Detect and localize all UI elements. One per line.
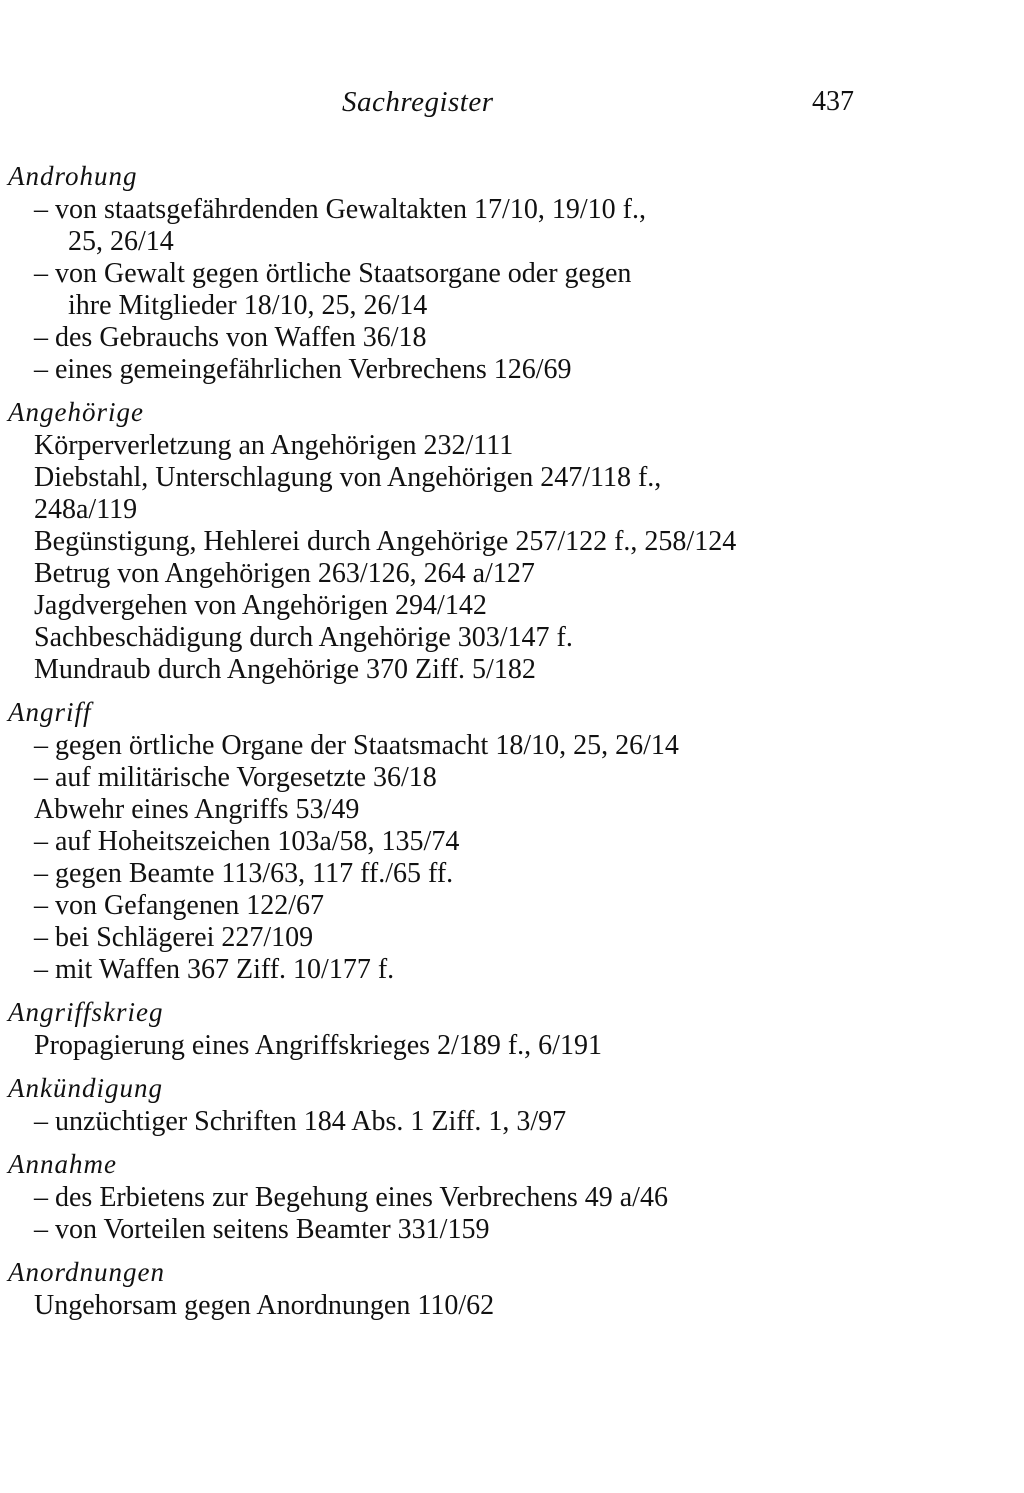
index-subentry: Abwehr eines Angriffs 53/49 [34, 794, 360, 825]
running-title: Sachregister [342, 86, 494, 118]
index-subentry: Begünstigung, Hehlerei durch Angehörige 257/122 f., 258/124 [34, 526, 737, 557]
index-subentry-continuation: 25, 26/14 [68, 226, 174, 257]
index-subentry-continuation: ihre Mitglieder 18/10, 25, 26/14 [68, 290, 428, 321]
index-keyword: Angriffskrieg [8, 997, 164, 1027]
index-entry [8, 1148, 1008, 1246]
index-keyword: Annahme [8, 1149, 117, 1179]
index-subentry: – auf militärische Vorgesetzte 36/18 [34, 762, 437, 793]
index-subentry: – mit Waffen 367 Ziff. 10/177 f. [34, 954, 395, 985]
index-entry [8, 996, 1008, 1062]
index-subentry: – gegen örtliche Organe der Staatsmacht 18/10, 25, 26/14 [34, 730, 679, 761]
index-entry [8, 160, 1008, 386]
index-subentry: – unzüchtiger Schriften 184 Abs. 1 Ziff. 1, 3/97 [34, 1106, 567, 1137]
index-subentry: Betrug von Angehörigen 263/126, 264 a/127 [34, 558, 535, 589]
index-subentry: – gegen Beamte 113/63, 117 ff./65 ff. [34, 858, 454, 889]
index-subentry: – des Gebrauchs von Waffen 36/18 [34, 322, 427, 353]
index-list [8, 160, 1008, 1322]
index-subentry: – von Gefangenen 122/67 [34, 890, 325, 921]
index-subentry: Jagdvergehen von Angehörigen 294/142 [34, 590, 487, 621]
index-subentry: – von staatsgefährdenden Gewaltakten 17/10, 19/10 f., [34, 194, 646, 225]
index-subentry: – von Vorteilen seitens Beamter 331/159 [34, 1214, 490, 1245]
index-subentry: Propagierung eines Angriffskrieges 2/189 f., 6/191 [34, 1030, 602, 1061]
index-keyword: Angriff [8, 697, 92, 727]
page-number: 437 [812, 86, 854, 117]
index-subentry-continuation: 248a/119 [34, 494, 138, 525]
index-subentry: Mundraub durch Angehörige 370 Ziff. 5/182 [34, 654, 536, 685]
index-subentry: Diebstahl, Unterschlagung von Angehörigen 247/118 f., [34, 462, 662, 493]
index-keyword: Anordnungen [8, 1257, 165, 1287]
index-subentry: – eines gemeingefährlichen Verbrechens 126/69 [34, 354, 572, 385]
index-subentry: Ungehorsam gegen Anordnungen 110/62 [34, 1290, 495, 1321]
running-head [0, 86, 1024, 130]
index-subentry: – auf Hoheitszeichen 103a/58, 135/74 [34, 826, 460, 857]
index-keyword: Angehörige [8, 397, 144, 427]
index-subentry: Sachbeschädigung durch Angehörige 303/147 f. [34, 622, 573, 653]
index-keyword: Ankündigung [8, 1073, 163, 1103]
index-subentry: – von Gewalt gegen örtliche Staatsorgane oder gegen [34, 258, 632, 289]
index-entry [8, 696, 1008, 986]
index-subentry: – des Erbietens zur Begehung eines Verbrechens 49 a/46 [34, 1182, 668, 1213]
index-subentry: Körperverletzung an Angehörigen 232/111 [34, 430, 514, 461]
index-entry [8, 1256, 1008, 1322]
index-entry [8, 396, 1008, 686]
index-entry [8, 1072, 1008, 1138]
index-keyword: Androhung [8, 161, 138, 191]
index-subentry: – bei Schlägerei 227/109 [34, 922, 314, 953]
